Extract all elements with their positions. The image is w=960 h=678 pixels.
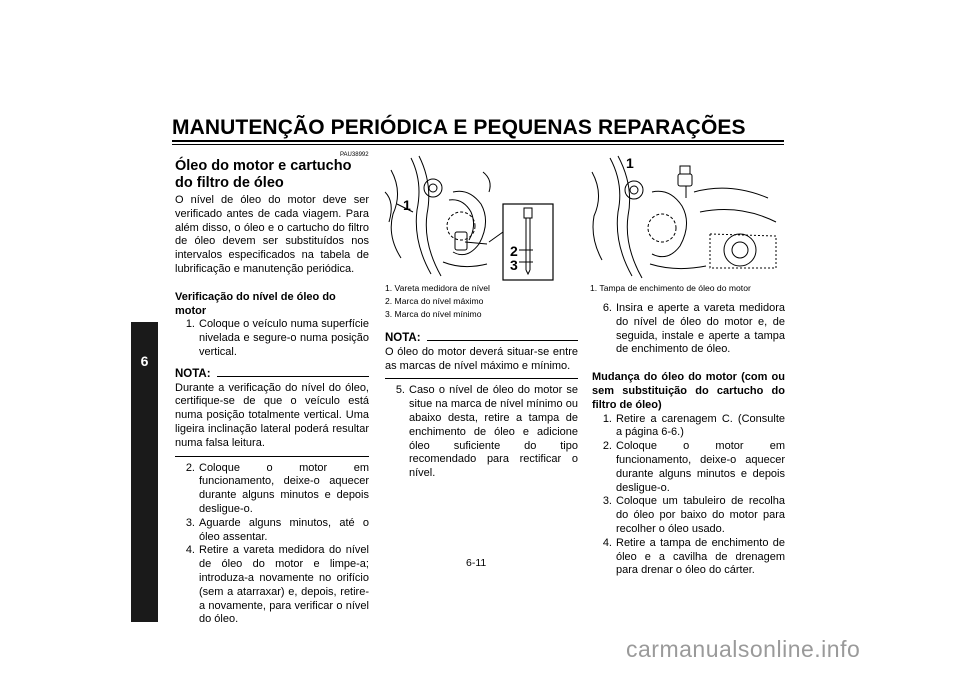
caption-2: 2. Marca do nível máximo (385, 296, 484, 306)
step-text: Retire a tampa de enchimento de óleo e a cavilha de drenagem para drenar o óleo do cárter. (616, 536, 785, 577)
nota-rule (217, 376, 369, 377)
subheading-check-level: Verificação do nível de óleo do motor (175, 290, 336, 317)
step-number: 5. (395, 384, 405, 397)
change-step-1 (592, 413, 785, 441)
chapter-number: 6 (140, 353, 149, 369)
title-rule-thin (172, 144, 784, 145)
change-step-4 (592, 537, 785, 578)
nota-end-rule (385, 378, 578, 379)
section-title: Óleo do motor e cartucho do filtro de óleo (175, 158, 352, 191)
step-2 (175, 462, 369, 517)
caption-1: 1. Vareta medidora de nível (385, 283, 490, 293)
nota-label: NOTA: (175, 367, 211, 380)
nota-text: O óleo do motor deverá situar-se entre as marcas de nível máximo e mínimo. (385, 345, 578, 372)
step-number: 4. (185, 544, 195, 557)
step-number: 1. (602, 412, 612, 425)
step-number: 4. (602, 536, 612, 549)
nota-text: Durante a verificação do nível do óleo, certifique-se de que o veículo está numa posição totalmente vertical. Uma ligeira inclinação lateral poderá resultar numa falsa leitura. (175, 381, 369, 449)
title-rule (172, 140, 784, 142)
step-text: Retire a carenagem C. (Consulte a página 6-6.) (616, 412, 785, 439)
step-text: Insira e aperte a vareta medidora do nível de óleo do motor e, de seguida, instale e aperte a tampa de enchimento de óleo. (616, 302, 785, 356)
figure-label-1: 1 (403, 197, 411, 213)
right-caption: 1. Tampa de enchimento de óleo do motor (590, 283, 751, 293)
step-1 (175, 318, 369, 359)
reference-code: PAU38992 (340, 152, 369, 158)
right-column (592, 302, 785, 578)
dipstick-figure (383, 152, 578, 282)
middle-column (385, 332, 578, 481)
filler-cap-figure (590, 152, 785, 282)
step-3 (175, 517, 369, 545)
step-text: Coloque um tabuleiro de recolha do óleo por baixo do motor para recolher o óleo usado. (616, 495, 785, 535)
step-number: 2. (185, 461, 195, 474)
figure-label-3: 3 (510, 257, 518, 273)
page-number: 6-11 (466, 557, 487, 569)
step-number: 1. (185, 318, 195, 331)
step-number: 2. (602, 440, 612, 453)
step-6 (592, 302, 785, 357)
figure-label-2: 2 (510, 243, 518, 259)
middle-captions (385, 282, 580, 321)
step-5 (385, 384, 578, 481)
change-step-3 (592, 495, 785, 536)
nota-heading (175, 368, 369, 382)
engine-illustration (383, 152, 578, 282)
watermark: carmanualsonline.info (626, 636, 861, 662)
nota-heading (385, 332, 578, 346)
left-column (175, 194, 369, 627)
step-number: 6. (602, 302, 612, 314)
step-text: Coloque o motor em funcionamento, deixe-o aquecer durante alguns minutos e depois desligue-o. (199, 461, 369, 515)
step-number: 3. (602, 495, 612, 508)
engine-illustration (590, 152, 785, 282)
caption-3: 3. Marca do nível mínimo (385, 309, 482, 319)
step-text: Caso o nível de óleo do motor se situe na marca de nível mínimo ou abaixo desta, retire a tampa de enchimento de óleo e adicione óleo suficiente do tipo recomendado para rectificar o nível. (409, 384, 578, 480)
subheading-oil-change: Mudança do óleo do motor (com ou sem substituição do cartucho do filtro de óleo) (592, 371, 785, 411)
step-number: 3. (185, 516, 195, 529)
step-text: Coloque o motor em funcionamento, deixe-o aquecer durante alguns minutos e depois desligue-o. (616, 440, 785, 494)
step-text: Retire a vareta medidora do nível de óleo do motor e limpe-a; introduza-a novamente no orifício (sem a atarraxar) e, depois, retire-a novamente, para verificar o nível do óleo. (199, 544, 369, 626)
nota-label: NOTA: (385, 332, 421, 344)
intro-paragraph: O nível de óleo do motor deve ser verificado antes de cada viagem. Para além disso, o óleo e o cartucho do filtro de óleo devem ser substituídos nos intervalos especificados na tabela de lubrificação e manutenção periódica. (175, 194, 369, 275)
nota-rule (427, 340, 578, 341)
step-4 (175, 544, 369, 627)
change-step-2 (592, 440, 785, 495)
page-title: MANUTENÇÃO PERIÓDICA E PEQUENAS REPARAÇÕES (172, 116, 746, 139)
step-text: Aguarde alguns minutos, até o óleo assentar. (199, 516, 369, 543)
step-text: Coloque o veículo numa superfície nivelada e segure-o numa posição vertical. (199, 318, 369, 358)
nota-end-rule (175, 456, 369, 457)
figure-label-1: 1 (626, 155, 634, 171)
